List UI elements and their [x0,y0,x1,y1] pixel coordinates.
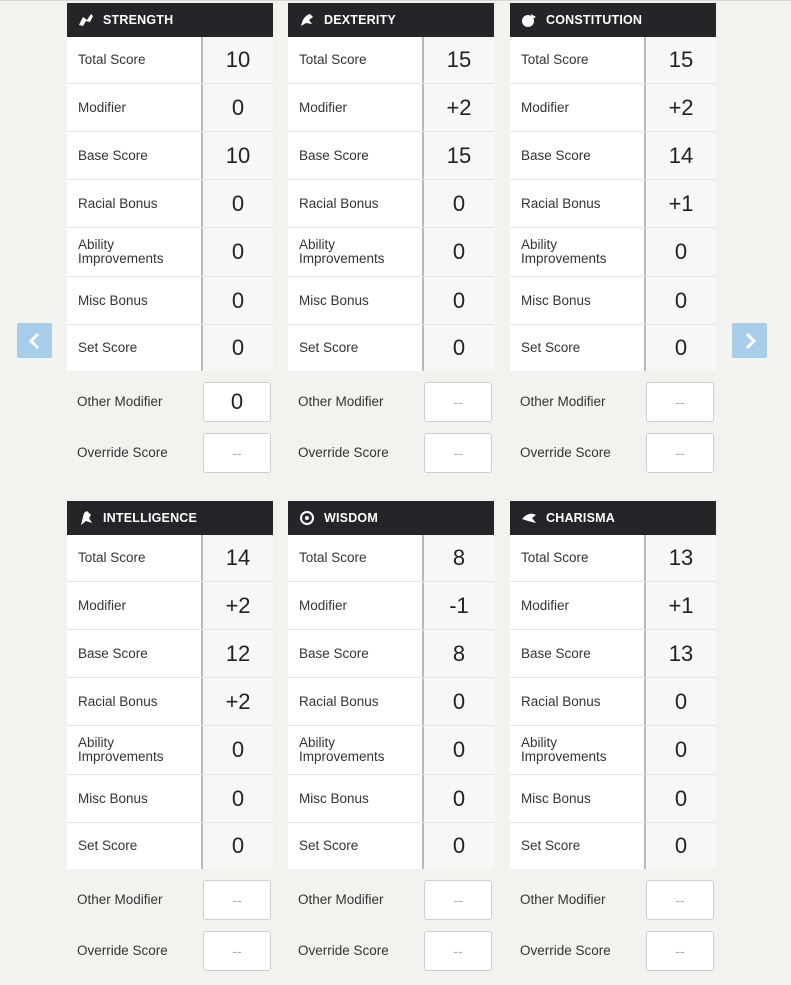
ability-card-strength [67,3,273,478]
row-label: Other Modifier [77,394,163,409]
override-input[interactable]: -- [646,931,714,971]
row-modifier [510,84,716,132]
row-ability [288,228,494,277]
chevron-left-icon [25,331,45,351]
row-set [288,325,494,371]
value-misc: 0 [422,775,494,822]
row-label: Total Score [78,550,146,565]
row-base [67,132,273,180]
override-input[interactable]: -- [646,433,714,473]
value-base: 12 [201,630,273,677]
value-misc: 0 [644,775,716,822]
row-modifier [288,84,494,132]
wisdom-icon [298,509,316,527]
row-set [510,325,716,371]
value-racial: 0 [422,180,494,227]
row-label: Override Score [77,943,168,958]
row-total [67,535,273,582]
row-label-line: Ability [299,735,336,750]
row-label-line: Improvements [78,251,164,266]
row-override [67,427,273,478]
ability-card-constitution [510,3,716,478]
override-input[interactable]: -- [203,433,271,473]
row-modifier [288,582,494,630]
top-divider [0,0,791,1]
row-label: Modifier [521,597,570,613]
value-racial: +1 [644,180,716,227]
row-ability [288,726,494,775]
row-base [510,132,716,180]
row-label [510,726,644,774]
row-label: Base Score [521,645,591,661]
value-set: 0 [422,823,494,869]
row-base [510,630,716,678]
constitution-icon [520,11,538,29]
value-set: 0 [644,823,716,869]
row-label: Other Modifier [520,892,606,907]
row-label: Racial Bonus [521,693,601,709]
row-set [67,823,273,869]
row-label: Racial Bonus [78,693,158,709]
row-base [67,630,273,678]
value-total: 10 [201,37,273,83]
card-header [288,501,494,535]
row-label: Set Score [78,340,138,355]
row-label: Modifier [78,99,127,115]
row-label: Base Score [299,147,369,163]
row-modifier [67,84,273,132]
row-label-line: Improvements [299,749,385,764]
row-ability [67,228,273,277]
row-label: Set Score [299,838,359,853]
row-label: Misc Bonus [299,790,369,806]
value-ability: 0 [422,228,494,276]
row-label-line: Improvements [299,251,385,266]
row-racial [67,678,273,726]
value-racial: +2 [201,678,273,725]
value-base: 10 [201,132,273,179]
card-header [510,501,716,535]
ability-card-dexterity [288,3,494,478]
row-label: Override Score [77,445,168,460]
row-label: Racial Bonus [299,693,379,709]
row-label-line: Improvements [521,749,607,764]
row-label: Misc Bonus [78,292,148,308]
row-ability [510,726,716,775]
row-label: Other Modifier [520,394,606,409]
row-label: Racial Bonus [78,195,158,211]
row-misc [288,277,494,325]
row-override [510,427,716,478]
row-label: Base Score [299,645,369,661]
value-racial: 0 [644,678,716,725]
value-base: 8 [422,630,494,677]
row-label [288,726,422,774]
row-override [67,925,273,976]
row-set [288,823,494,869]
row-label: Other Modifier [77,892,163,907]
row-label: Misc Bonus [521,292,591,308]
row-total [67,37,273,84]
prev-button[interactable] [17,323,52,358]
stat-table [510,37,716,371]
row-label: Base Score [78,645,148,661]
row-label: Total Score [299,52,367,67]
stat-table [67,535,273,869]
row-label [67,726,201,774]
stat-table [510,535,716,869]
row-label-line: Ability [521,237,558,252]
ability-card-intelligence [67,501,273,976]
row-total [288,535,494,582]
charisma-icon [520,509,538,527]
ability-card-charisma [510,501,716,976]
row-label: Misc Bonus [78,790,148,806]
row-misc [288,775,494,823]
card-header [510,3,716,37]
override-input[interactable]: -- [424,433,492,473]
value-racial: 0 [422,678,494,725]
row-label [67,228,201,276]
row-label: Misc Bonus [299,292,369,308]
row-label: Override Score [298,445,389,460]
other-input[interactable]: 0 [203,382,271,422]
row-racial [288,180,494,228]
row-other [288,376,494,427]
stat-table [67,37,273,371]
row-label: Other Modifier [298,892,384,907]
row-label: Set Score [78,838,138,853]
card-header [67,3,273,37]
row-base [288,630,494,678]
value-modifier: 0 [201,84,273,131]
stat-table [288,37,494,371]
row-label-line: Ability [299,237,336,252]
row-other [510,874,716,925]
row-misc [67,277,273,325]
row-modifier [510,582,716,630]
row-racial [288,678,494,726]
row-override [288,427,494,478]
value-ability: 0 [422,726,494,774]
row-label: Base Score [78,147,148,163]
value-total: 13 [644,535,716,581]
chevron-right-icon [740,331,760,351]
value-set: 0 [201,325,273,371]
ability-name: STRENGTH [103,13,174,27]
row-label-line: Ability [521,735,558,750]
ability-name: CONSTITUTION [546,13,643,27]
row-set [510,823,716,869]
value-modifier: +2 [201,582,273,629]
value-ability: 0 [644,726,716,774]
row-label: Override Score [298,943,389,958]
row-label-line: Ability [78,237,115,252]
intelligence-icon [77,509,95,527]
row-label-line: Ability [78,735,115,750]
row-label-line: Improvements [78,749,164,764]
row-ability [67,726,273,775]
row-label [510,228,644,276]
value-total: 15 [644,37,716,83]
row-label: Total Score [521,52,589,67]
row-label: Override Score [520,445,611,460]
row-label: Modifier [78,597,127,613]
row-misc [67,775,273,823]
row-ability [510,228,716,277]
row-label: Racial Bonus [521,195,601,211]
ability-name: DEXTERITY [324,13,396,27]
ability-name: CHARISMA [546,511,615,525]
value-base: 13 [644,630,716,677]
strength-icon [77,11,95,29]
row-misc [510,775,716,823]
stat-table [288,535,494,869]
value-misc: 0 [201,775,273,822]
row-other [288,874,494,925]
row-label: Modifier [299,597,348,613]
ability-card-wisdom [288,501,494,976]
row-label: Total Score [78,52,146,67]
value-total: 14 [201,535,273,581]
value-set: 0 [201,823,273,869]
row-label: Base Score [521,147,591,163]
value-misc: 0 [201,277,273,324]
value-modifier: +2 [644,84,716,131]
row-label: Total Score [299,550,367,565]
value-set: 0 [644,325,716,371]
row-label: Misc Bonus [521,790,591,806]
row-label: Total Score [521,550,589,565]
other-input[interactable]: -- [424,382,492,422]
row-racial [510,180,716,228]
row-racial [510,678,716,726]
value-total: 8 [422,535,494,581]
row-total [510,535,716,582]
row-label: Override Score [520,943,611,958]
row-label: Set Score [299,340,359,355]
row-override [510,925,716,976]
value-racial: 0 [201,180,273,227]
value-base: 15 [422,132,494,179]
row-label: Other Modifier [298,394,384,409]
row-label-line: Improvements [521,251,607,266]
value-modifier: +1 [644,582,716,629]
row-other [67,376,273,427]
row-other [67,874,273,925]
value-misc: 0 [644,277,716,324]
value-set: 0 [422,325,494,371]
value-ability: 0 [201,726,273,774]
row-label: Racial Bonus [299,195,379,211]
value-total: 15 [422,37,494,83]
value-ability: 0 [201,228,273,276]
row-label: Set Score [521,340,581,355]
other-input[interactable]: -- [424,880,492,920]
row-other [510,376,716,427]
value-modifier: -1 [422,582,494,629]
row-racial [67,180,273,228]
card-header [288,3,494,37]
row-misc [510,277,716,325]
row-total [510,37,716,84]
override-input[interactable]: -- [203,931,271,971]
row-label: Modifier [521,99,570,115]
row-modifier [67,582,273,630]
other-input[interactable]: -- [203,880,271,920]
other-input[interactable]: -- [646,880,714,920]
value-base: 14 [644,132,716,179]
row-label [288,228,422,276]
card-header [67,501,273,535]
next-button[interactable] [732,323,767,358]
override-input[interactable]: -- [424,931,492,971]
row-label: Set Score [521,838,581,853]
value-misc: 0 [422,277,494,324]
value-ability: 0 [644,228,716,276]
row-label: Modifier [299,99,348,115]
row-total [288,37,494,84]
ability-name: WISDOM [324,511,378,525]
row-override [288,925,494,976]
value-modifier: +2 [422,84,494,131]
row-base [288,132,494,180]
ability-name: INTELLIGENCE [103,511,198,525]
dexterity-icon [298,11,316,29]
row-set [67,325,273,371]
other-input[interactable]: -- [646,382,714,422]
